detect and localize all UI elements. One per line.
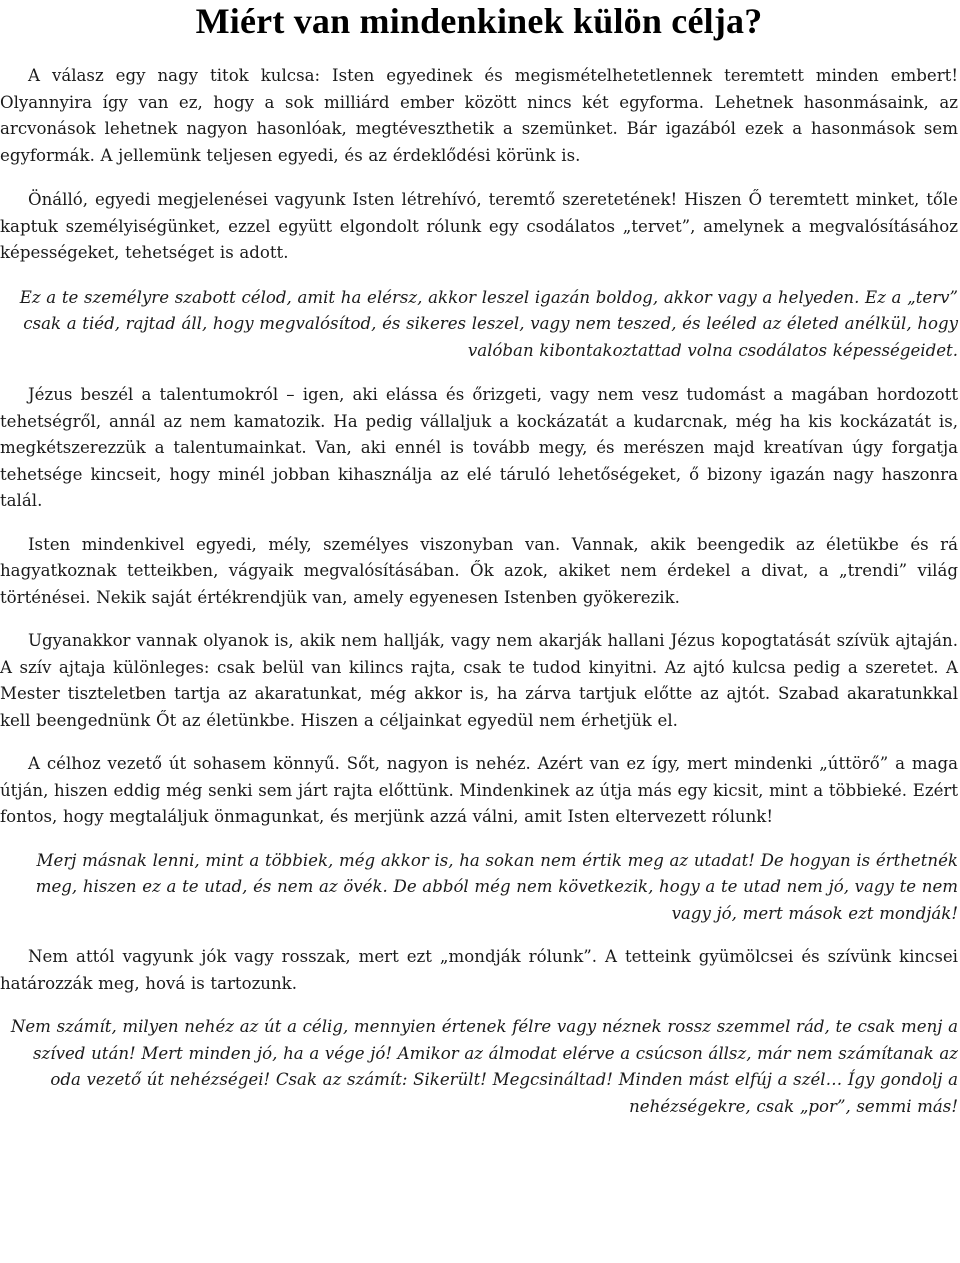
paragraph-9: Nem attól vagyunk jók vagy rosszak, mert ezt „mondják rólunk”. A tetteink gyümölcsei és szívünk kincsei határozzák meg, hová is tartozunk.	[0, 947, 958, 993]
paragraph-3-italic: Ez a te személyre szabott célod, amit ha elérsz, akkor leszel igazán boldog, akkor vagy a helyeden. Ez a „terv” csak a tiéd, rajtad áll, hogy megvalósítod, és sikeres leszel, vagy nem teszed, és leéled az életed anélkül, hogy valóban kibontakoztattad volna csodálatos képességeidet.	[19, 287, 958, 360]
paragraph-10-italic: Nem számít, milyen nehéz az út a célig, mennyien értenek félre vagy néznek rossz szemmel rád, te csak menj a szíved után! Mert minden jó, ha a vége jó! Amikor az álmodat elérve a csúcson állsz, már nem számítanak az oda vezető út nehézségei! Csak az számít: Sikerült! Megcsináltad! Minden mást elfúj a szél… Így gondolj a nehézségekre, csak „por”, semmi más!	[10, 1017, 958, 1116]
paragraph-8-italic: Merj másnak lenni, mint a többiek, még akkor is, ha sokan nem értik meg az utadat! De hogyan is érthetnék meg, hiszen ez a te utad, és nem az övék. De abból még nem következik, hogy a te utad nem jó, vagy te nem vagy jó, mert mások ezt mondják!	[35, 850, 958, 923]
paragraph-1: A válasz egy nagy titok kulcsa: Isten egyedinek és megismételhetetlennek teremtett minden embert! Olyannyira így van ez, hogy a sok milliárd ember között nincs két egyforma. Lehetnek hasonmásaink, az arcvonások lehetnek nagyon hasonlóak, megtéveszthetik a szemünket. Bár igazából ezek a hasonmások sem egyformák. A jellemünk teljesen egyedi, és az érdeklődési körünk is.	[0, 66, 958, 165]
paragraph-4: Jézus beszél a talentumokról – igen, aki elássa és őrizgeti, vagy nem vesz tudomást a magában hordozott tehetségről, annál az nem kamatozik. Ha pedig vállaljuk a kockázatát a kudarcnak, még ha kis kockázatát is, megkétszerezzük a talentumainkat. Van, aki ennél is tovább megy, és merészen majd kreatívan úgy forgatja tehetsége kincseit, hogy minél jobban kihasználja az elé táruló lehetőségeket, ő bizony igazán nagy haszonra talál.	[0, 385, 958, 510]
document-title: Miért van mindenkinek külön célja?	[195, 1, 763, 41]
paragraph-5: Isten mindenkivel egyedi, mély, személyes viszonyban van. Vannak, akik beengedik az életükbe és rá hagyatkoznak tetteikben, vágyaik megvalósításában. Ők azok, akiket nem érdekel a divat, a „trendi” világ történései. Nekik saját értékrendjük van, amely egyenesen Istenben gyökerezik.	[0, 534, 958, 607]
paragraph-6: Ugyanakkor vannak olyanok is, akik nem hallják, vagy nem akarják hallani Jézus kopogtatását szívük ajtaján. A szív ajtaja különleges: csak belül van kilincs rajta, csak te tudod kinyitni. Az ajtó kulcsa pedig a szeretet. A Mester tiszteletben tartja az akaratunkat, még akkor is, ha zárva tartjuk előtte az ajtót. Szabad akaratunkkal kell beengednünk Őt az életünkbe. Hiszen a céljainkat egyedül nem érhetjük el.	[0, 631, 958, 730]
paragraph-2: Önálló, egyedi megjelenései vagyunk Isten létrehívó, teremtő szeretetének! Hiszen Ő teremtett minket, tőle kaptuk személyiségünket, ezzel együtt elgondolt rólunk egy csodálatos „tervet”, amelynek a megvalósításához képességeket, tehetséget is adott.	[0, 190, 958, 262]
paragraph-7: A célhoz vezető út sohasem könnyű. Sőt, nagyon is nehéz. Azért van ez így, mert mindenki „úttörő” a maga útján, hiszen eddig még senki sem járt rajta előttünk. Mindenkinek az útja más egy kicsit, mint a többieké. Ezért fontos, hogy megtaláljuk önmagunkat, és merjünk azzá válni, amit Isten eltervezett rólunk!	[0, 754, 958, 826]
